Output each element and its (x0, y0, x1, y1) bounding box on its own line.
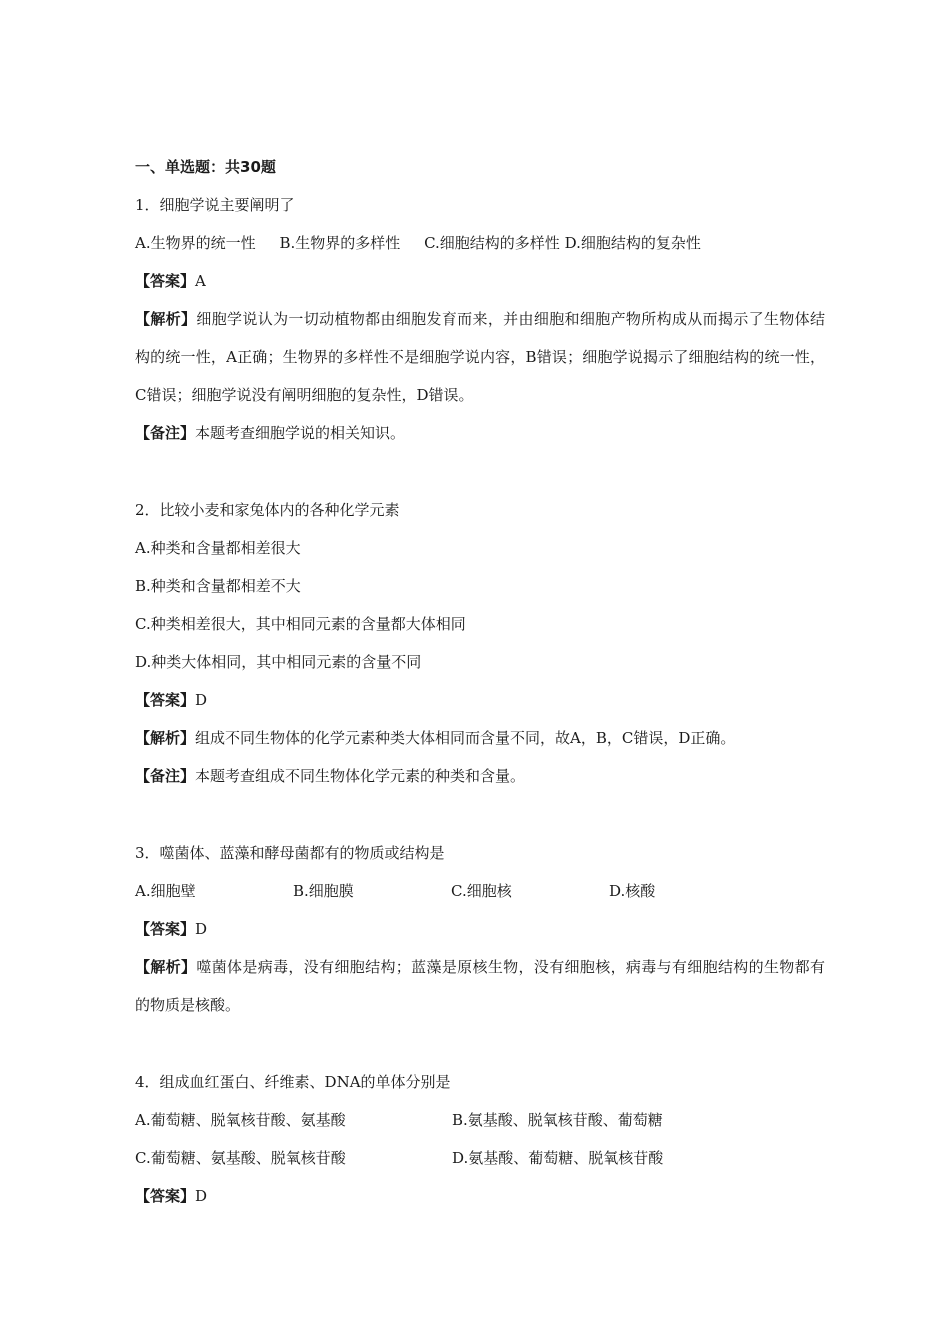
spacer (135, 795, 825, 834)
note-label: 【备注】 (135, 767, 196, 785)
question-stem: 4．组成血红蛋白、纤维素、DNA的单体分别是 (135, 1073, 451, 1091)
question-options (135, 872, 825, 910)
option-c: C.细胞核 (451, 882, 512, 900)
analysis-label: 【解析】 (135, 310, 197, 328)
answer-label: 【答案】 (135, 920, 196, 938)
answer-label: 【答案】 (135, 1187, 196, 1205)
analysis-text: 噬菌体是病毒，没有细胞结构；蓝藻是原核生物，没有细胞核，病毒与有细胞结构的生物都有的物质是核酸。 (135, 958, 825, 1014)
analysis-text: 组成不同生物体的化学元素种类大体相同而含量不同，故A，B，C错误，D正确。 (195, 729, 736, 747)
note-text: 本题考查组成不同生物体化学元素的种类和含量。 (195, 767, 526, 785)
question-stem: 3．噬菌体、蓝藻和酵母菌都有的物质或结构是 (135, 844, 445, 862)
analysis-paragraph (135, 300, 825, 414)
option-a: A.细胞壁 (135, 882, 196, 900)
note-line (135, 414, 825, 452)
option-c: C.种类相差很大，其中相同元素的含量都大体相同 (135, 615, 466, 633)
question-options-row-2 (135, 1139, 825, 1177)
analysis-paragraph (135, 948, 825, 1024)
question-2 (135, 491, 825, 795)
answer-line (135, 262, 825, 300)
question-stem: 1．细胞学说主要阐明了 (135, 196, 295, 214)
answer-line (135, 681, 825, 719)
answer-line (135, 1177, 825, 1215)
option-d: D.核酸 (609, 882, 656, 900)
note-line (135, 757, 825, 795)
option-a: A.生物界的统一性 (135, 234, 256, 252)
question-options-row-1 (135, 1101, 825, 1139)
answer-value: A (195, 272, 206, 290)
option-b: B.细胞膜 (293, 882, 354, 900)
spacer (135, 452, 825, 491)
question-3 (135, 834, 825, 1024)
option-d: D.氨基酸、葡萄糖、脱氧核苷酸 (452, 1149, 664, 1167)
option-a: A.种类和含量都相差很大 (135, 539, 301, 557)
option-a: A.葡萄糖、脱氧核苷酸、氨基酸 (135, 1111, 346, 1129)
answer-value: D (195, 1187, 208, 1205)
answer-label: 【答案】 (135, 272, 196, 290)
option-d: D.种类大体相同，其中相同元素的含量不同 (135, 653, 422, 671)
analysis-label: 【解析】 (135, 958, 197, 976)
analysis-text: 细胞学说认为一切动植物都由细胞发育而来，并由细胞和细胞产物所构成从而揭示了生物体结构的统一性，A正确；生物界的多样性不是细胞学说内容，B错误；细胞学说揭示了细胞结构的统一性，C错误；细胞学说没有阐明细胞的复杂性，D错误。 (135, 310, 825, 404)
spacer (135, 1024, 825, 1063)
answer-label: 【答案】 (135, 691, 196, 709)
section-title: 一、单选题：共30题 (135, 158, 276, 176)
analysis-label: 【解析】 (135, 729, 196, 747)
answer-line (135, 910, 825, 948)
option-b: B.氨基酸、脱氧核苷酸、葡萄糖 (452, 1111, 663, 1129)
document-content (135, 148, 825, 1215)
option-b: B.种类和含量都相差不大 (135, 577, 301, 595)
answer-value: D (195, 920, 208, 938)
question-stem: 2．比较小麦和家兔体内的各种化学元素 (135, 501, 400, 519)
analysis-line (135, 719, 825, 757)
answer-value: D (195, 691, 208, 709)
note-label: 【备注】 (135, 424, 196, 442)
option-d: D.细胞结构的复杂性 (564, 234, 701, 252)
note-text: 本题考查细胞学说的相关知识。 (195, 424, 406, 442)
option-c: C.细胞结构的多样性 (424, 234, 560, 252)
question-1 (135, 186, 825, 452)
question-4 (135, 1063, 825, 1215)
question-options (135, 224, 825, 262)
option-b: B.生物界的多样性 (279, 234, 401, 252)
option-c: C.葡萄糖、氨基酸、脱氧核苷酸 (135, 1149, 346, 1167)
